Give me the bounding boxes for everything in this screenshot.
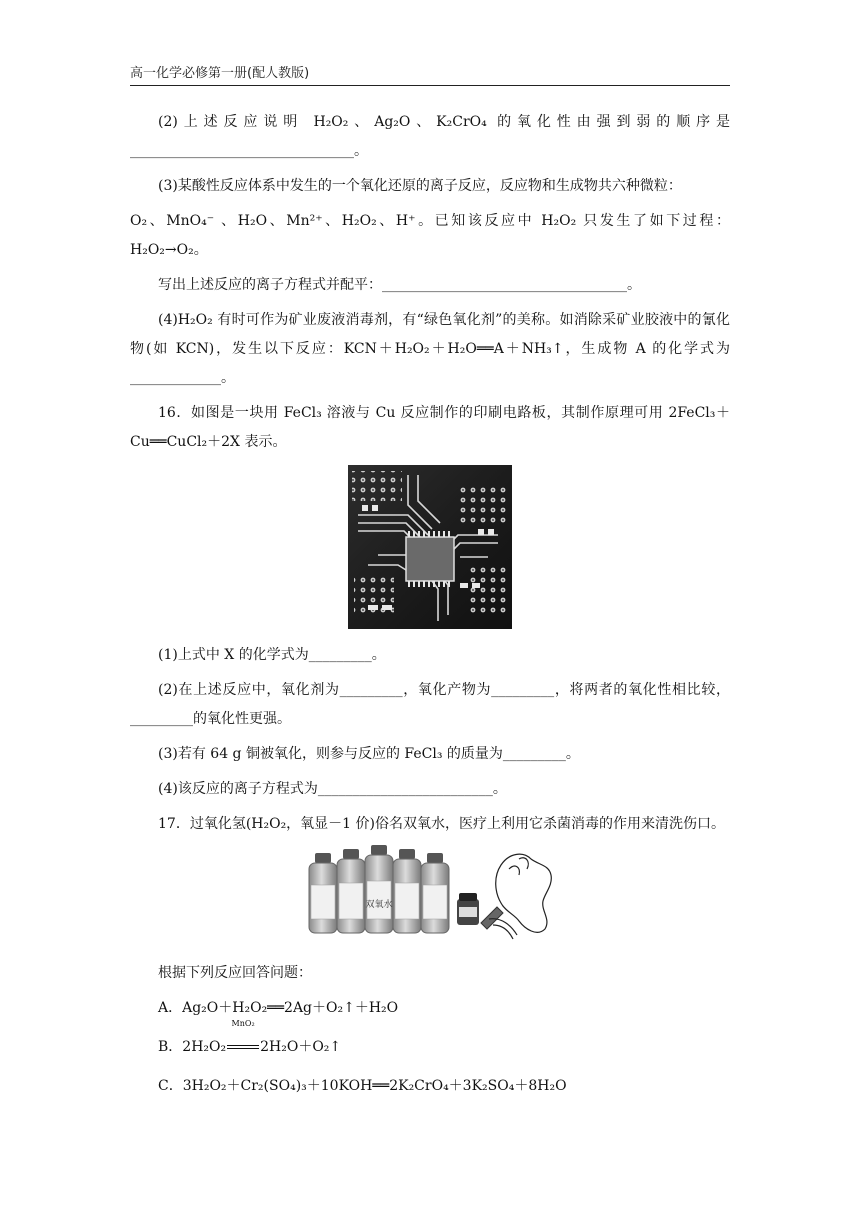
question-16-part-4: (4)该反应的离子方程式为_________________________。 xyxy=(158,781,507,797)
reaction-b-reactants: B．2H₂O₂ xyxy=(158,1039,227,1055)
circuit-board-image xyxy=(348,465,512,629)
reaction-a: A．Ag₂O＋H₂O₂══2Ag＋O₂↑＋H₂O xyxy=(158,1000,399,1016)
pcb-figure xyxy=(130,465,730,629)
paragraph-q15-3c: 写出上述反应的离子方程式并配平：___________________________________。 xyxy=(158,277,641,293)
paragraph-q15-2: (2)上述反应说明 H₂O₂、Ag₂O、K₂CrO₄ 的氧化性由强到弱的顺序是________________________________。 xyxy=(130,114,730,159)
reaction-b-products: 2H₂O＋O₂↑ xyxy=(260,1039,342,1055)
question-17-prompt: 根据下列反应回答问题： xyxy=(158,965,312,981)
question-16-part-2: (2)在上述反应中，氧化剂为_________，氧化产物为_________，将两者的氧化性相比较，_________的氧化性更强。 xyxy=(130,682,730,727)
question-16-part-1: (1)上式中 X 的化学式为_________。 xyxy=(158,647,386,663)
hydrogen-peroxide-figure xyxy=(130,845,730,945)
paragraph-q15-3b: O₂、MnO₄⁻ 、H₂O、Mn²⁺、H₂O₂、H⁺。已知该反应中 H₂O₂ 只发生了如下过程：H₂O₂→O₂。 xyxy=(130,213,730,258)
question-16-intro: 16．如图是一块用 FeCl₃ 溶液与 Cu 反应制作的印刷电路板，其制作原理可用 2FeCl₃＋Cu══CuCl₂＋2X 表示。 xyxy=(130,405,730,450)
catalyst-label: MnO₂ xyxy=(231,1019,255,1028)
document-body xyxy=(130,108,730,1111)
header-divider xyxy=(130,85,730,86)
paragraph-q15-3a: (3)某酸性反应体系中发生的一个氧化还原的离子反应，反应物和生成物共六种微粒： xyxy=(158,178,682,194)
question-17-intro: 17．过氧化氢(H₂O₂，氧显－1 价)俗名双氧水，医疗上利用它杀菌消毒的作用来清洗伤口。 xyxy=(158,816,726,832)
equals-bar xyxy=(227,1045,259,1049)
reaction-c: C．3H₂O₂＋Cr₂(SO₄)₃＋10KOH══2K₂CrO₄＋3K₂SO₄＋8H₂O xyxy=(158,1078,567,1094)
reaction-b xyxy=(130,1019,730,1062)
page-header: 高一化学必修第一册(配人教版) xyxy=(130,66,310,81)
paragraph-q15-4: (4)H₂O₂ 有时可作为矿业废液消毒剂，有“绿色氧化剂”的美称。如消除采矿业胶液中的氰化物(如 KCN)，发生以下反应：KCN＋H₂O₂＋H₂O══A＋NH₃↑，生成物 A 的化学式为_____________。 xyxy=(130,312,730,386)
bottle-label: 双氧水 xyxy=(365,900,393,910)
catalyst-arrow xyxy=(226,1019,260,1062)
question-16-part-3: (3)若有 64 g 铜被氧化，则参与反应的 FeCl₃ 的质量为_________。 xyxy=(158,746,580,762)
bottles-and-hand-image xyxy=(305,845,555,945)
